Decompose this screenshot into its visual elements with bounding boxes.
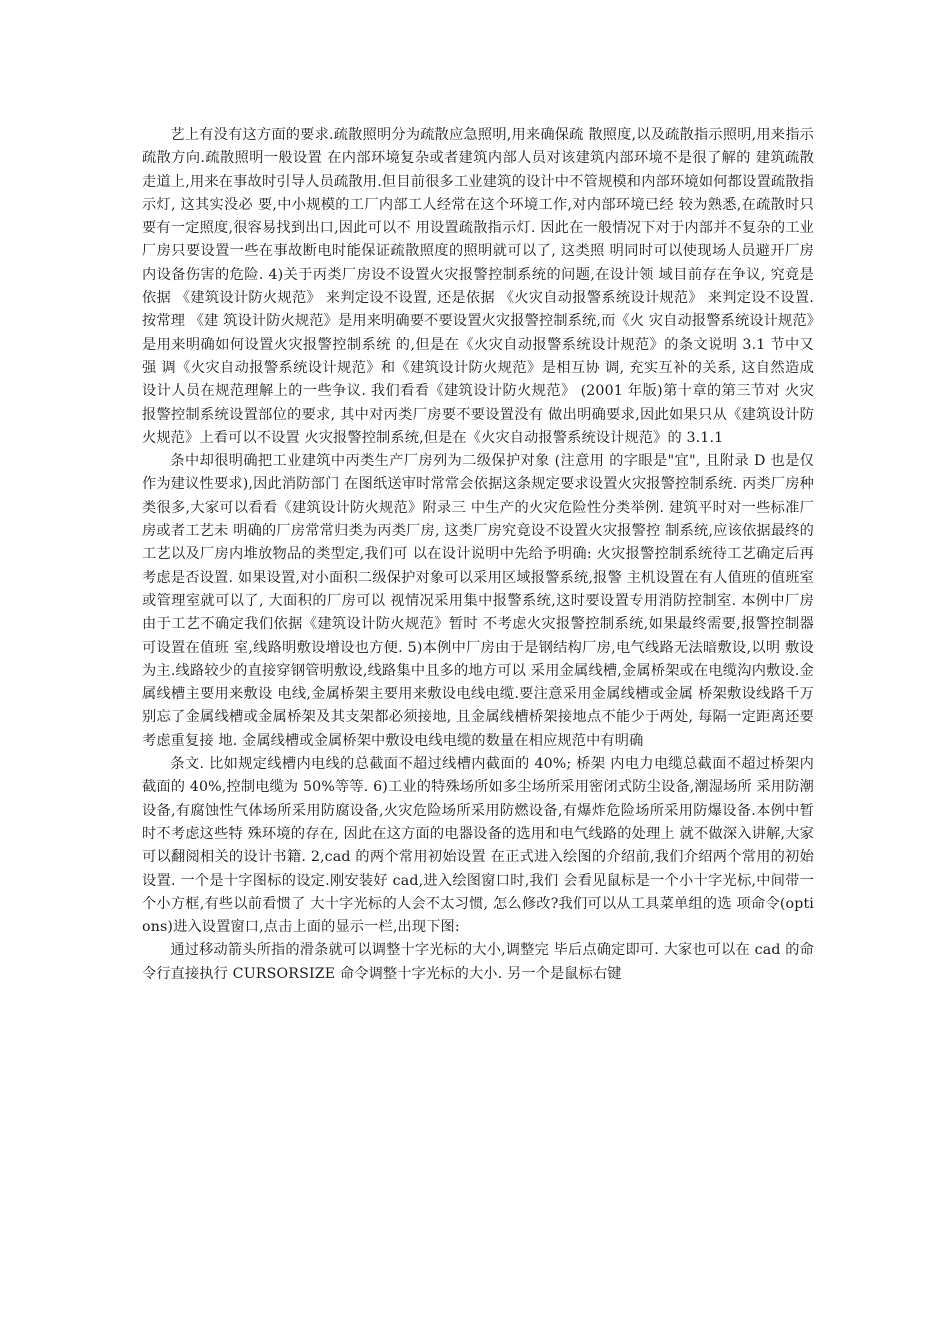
paragraph-4: 通过移动箭头所指的滑条就可以调整十字光标的大小,调整完 毕后点确定即可. 大家也可以在 cad 的命令行直接执行 CURSORSIZE 命令调整十字光标的大小. 另一个是鼠标右键 — [142, 942, 814, 982]
paragraph-3: 条文. 比如规定线槽内电线的总截面不超过线槽内截面的 40%; 桥架 内电力电缆总截面不超过桥架内截面的 40%,控制电缆为 50%等等. 6)工业的特殊场所如多尘场所采用密闭式防尘设备,潮湿场所 采用防潮设备,有腐蚀性气体场所采用防腐设备,火灾危险场所采用防燃设备,有爆炸危险场所采用防爆设备.本例中暂时不考虑这些特 殊环境的存在, 因此在这方面的电器设备的选用和电气线路的处理上 就不做深入讲解,大家可以翻阅相关的设计书籍. 2,cad 的两个常用初始设置 在正式进入绘图的介绍前,我们介绍两个常用的初始设置. 一个是十字图标的设定.刚安装好 cad,进入绘图窗口时,我们 会看见鼠标是一个小十字光标,中间带一个小方框,有些以前看惯了 大十字光标的人会不太习惯, 怎么修改?我们可以从工具菜单组的选 项命令(options)进入设置窗口,点击上面的显示一栏,出现下图: — [142, 756, 814, 936]
document-body — [142, 124, 814, 986]
paragraph-1: 艺上有没有这方面的要求.疏散照明分为疏散应急照明,用来确保疏 散照度,以及疏散指示照明,用来指示疏散方向.疏散照明一般设置 在内部环境复杂或者建筑内部人员对该建筑内部环境不是很了解的 建筑疏散走道上,用来在事故时引导人员疏散用.但目前很多工业建筑的设计中不管规模和内部环境如何都设置疏散指示灯, 这其实没必 要,中小规模的工厂内部工人经常在这个环境工作,对内部环境已经 较为熟悉,在疏散时只要有一定照度,很容易找到出口,因此可以不 用设置疏散指示灯. 因此在一般情况下对于内部并不复杂的工业厂房只要设置一些在事故断电时能保证疏散照度的照明就可以了, 这类照 明同时可以使现场人员避开厂房内设备伤害的危险. 4)关于丙类厂房设不设置火灾报警控制系统的问题,在设计领 域目前存在争议, 究竟是依据 《建筑设计防火规范》 来判定设不设置, 还是依据 《火灾自动报警系统设计规范》 来判定设不设置. 按常理 《建 筑设计防火规范》是用来明确要不要设置火灾报警控制系统,而《火 灾自动报警系统设计规范》是用来明确如何设置火灾报警控制系统 的,但是在《火灾自动报警系统设计规范》的条文说明 3.1 节中又强 调《火灾自动报警系统设计规范》和《建筑设计防火规范》是相互协 调, 充实互补的关系, 这自然造成设计人员在规范理解上的一些争议. 我们看看《建筑设计防火规范》 (2001 年版)第十章的第三节对 火灾报警控制系统设置部位的要求, 其中对丙类厂房要不要设置没有 做出明确要求,因此如果只从《建筑设计防火规范》上看可以不设置 火灾报警控制系统,但是在《火灾自动报警系统设计规范》的 3.1.1 — [142, 127, 814, 446]
paragraph-2: 条中却很明确把工业建筑中丙类生产厂房列为二级保护对象 (注意用 的字眼是"宜", 且附录 D 也是仅作为建议性要求),因此消防部门 在图纸送审时常常会依据这条规定要求设置火灾报警控制系统. 丙类厂房种类很多,大家可以看看《建筑设计防火规范》附录三 中生产的火灾危险性分类举例. 建筑平时对一些标准厂房或者工艺未 明确的厂房常常归类为丙类厂房, 这类厂房究竟设不设置火灾报警控 制系统,应该依据最终的工艺以及厂房内堆放物品的类型定,我们可 以在设计说明中先给予明确: 火灾报警控制系统待工艺确定后再考虑是否设置. 如果设置,对小面积二级保护对象可以采用区域报警系统,报警 主机设置在有人值班的值班室或管理室就可以了, 大面积的厂房可以 视情况采用集中报警系统,这时要设置专用消防控制室. 本例中厂房由于工艺不确定我们依据《建筑设计防火规范》暂时 不考虑火灾报警控制系统,如果最终需要,报警控制器可设置在值班 室,线路明敷设增设也方便. 5)本例中厂房由于是钢结构厂房,电气线路无法暗敷设,以明 敷设为主.线路较少的直接穿钢管明敷设,线路集中且多的地方可以 采用金属线槽,金属桥架或在电缆沟内敷设.金属线槽主要用来敷设 电线,金属桥架主要用来敷设电线电缆.要注意采用金属线槽或金属 桥架敷设线路千万别忘了金属线槽或金属桥架及其支架都必须接地, 且金属线槽桥架接地点不能少于两处, 每隔一定距离还要考虑重复接 地. 金属线槽或金属桥架中敷设电线电缆的数量在相应规范中有明确 — [142, 453, 814, 749]
